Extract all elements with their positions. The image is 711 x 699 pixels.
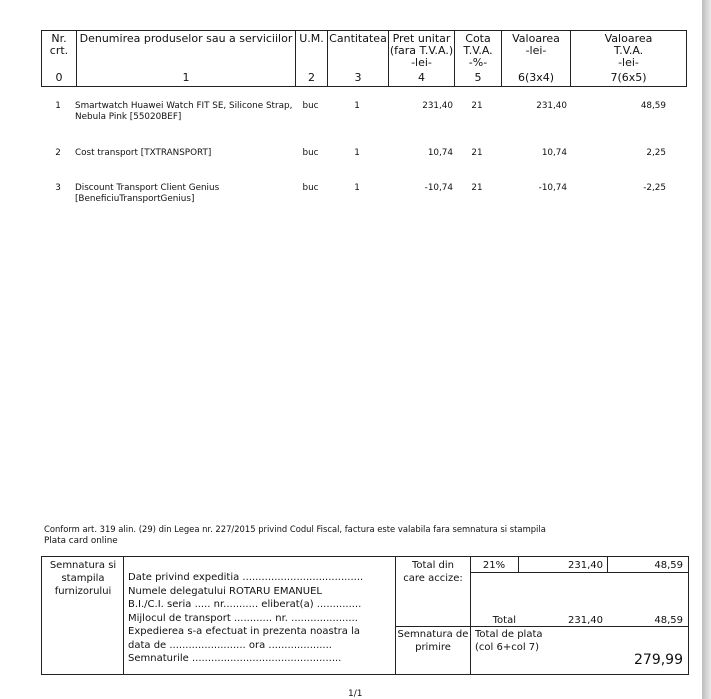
expedition-line: Expedierea s-a efectuat in prezenta noastra la [128,626,360,637]
row-vat-rate: 21 [471,148,483,158]
row-vat: -2,25 [643,183,666,193]
row-price: 231,40 [422,101,453,111]
header-um: U.M. [299,32,324,45]
payable-total: 279,99 [634,652,683,668]
header-vat: Valoarea T.V.A. -lei- [604,32,653,69]
row-value: 10,74 [541,148,567,158]
total-excise-label: Total din care accize: [403,560,463,584]
payment-note: Plata card online [44,536,118,546]
header-price-num: 4 [418,71,425,84]
row-qty: 1 [354,148,360,158]
header-vat-num: 7(6x5) [610,71,647,84]
row-price: -10,74 [424,183,453,193]
payable-label: Total de plata (col 6+col 7) [475,629,543,653]
row-um: buc [302,183,319,193]
total-vat: 48,59 [654,615,683,626]
expedition-line: data de ........................ ora .................... [128,640,332,651]
header-qty-num: 3 [354,71,362,84]
row-vat-rate: 21 [471,183,483,193]
row-vat: 48,59 [640,101,666,111]
expedition-line: Semnaturile ............................................... [128,653,342,664]
expedition-line: Date privind expeditia ...................................... [128,572,364,583]
header-um-num: 2 [308,71,315,84]
header-name-num: 1 [182,71,190,84]
page-shadow [702,0,711,699]
header-vat-rate: Cota T.V.A. -%- [463,32,493,69]
row-price: 10,74 [427,148,453,158]
vat-rate-cell: 21% [482,560,506,571]
row-name: Discount Transport Client Genius [BeneficiuTransportGenius] [75,183,220,204]
total-label: Total [492,615,516,626]
row-vat-rate: 21 [471,101,483,111]
row-qty: 1 [354,183,360,193]
vat-base-cell: 231,40 [568,560,603,571]
header-name: Denumirea produselor sau a serviciilor [79,32,293,45]
header-price: Pret unitar (fara T.V.A.) -lei- [389,32,454,69]
total-base: 231,40 [568,615,603,626]
header-nr-num: 0 [55,71,63,84]
header-value: Valoarea -lei- [512,32,560,57]
row-name: Smartwatch Huawei Watch FIT SE, Silicone Strap, Nebula Pink [55020BEF] [75,101,293,122]
row-um: buc [302,101,319,111]
row-nr: 2 [55,148,61,158]
vat-amount-cell: 48,59 [654,560,683,571]
row-qty: 1 [354,101,360,111]
row-nr: 1 [55,101,61,111]
row-um: buc [302,148,319,158]
expedition-line: B.I./C.I. seria ..... nr........... eliberat(a) .............. [128,599,362,610]
header-value-num: 6(3x4) [517,71,555,84]
legal-note: Conform art. 319 alin. (29) din Legea nr. 227/2015 privind Codul Fiscal, factura este valabila fara semnatura si stampila [44,524,546,534]
invoice-footer [41,556,689,675]
row-value: 231,40 [536,101,567,111]
page-number: 1/1 [348,689,363,699]
row-value: -10,74 [538,183,567,193]
row-nr: 3 [55,183,61,193]
header-nr: Nr. crt. [49,32,69,57]
delegate-name: Numele delegatului ROTARU EMANUEL [128,586,322,597]
header-vat-rate-num: 5 [474,71,482,84]
expedition-line: Mijlocul de transport ............ nr. ..................... [128,613,358,624]
items-table-header [41,30,687,87]
header-qty: Cantitatea [329,32,387,45]
supplier-signature-label: Semnatura si stampila furnizorului [49,560,117,597]
row-vat: 2,25 [646,148,666,158]
row-name: Cost transport [TXTRANSPORT] [75,148,212,158]
receiver-signature-label: Semnatura de primire [397,629,469,653]
